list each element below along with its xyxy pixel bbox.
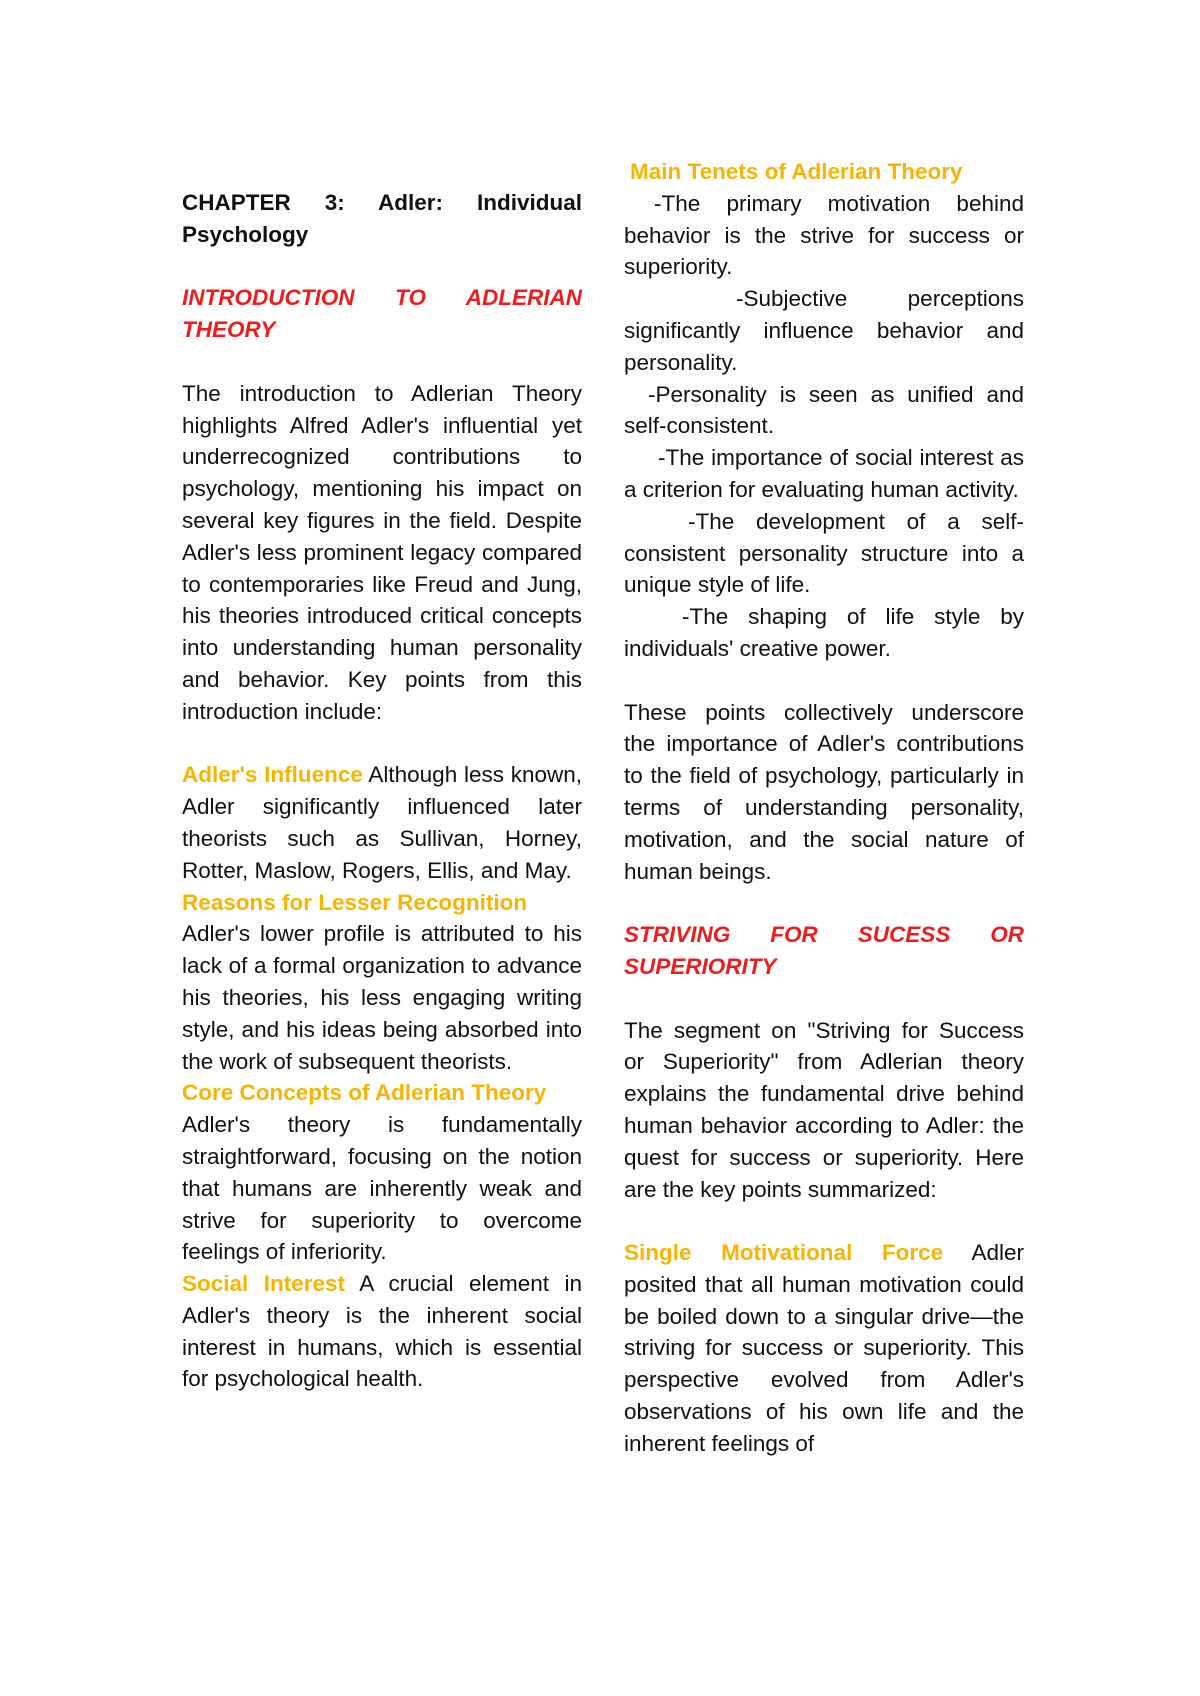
striving-paragraph: The segment on "Striving for Success or Superiority" from Adlerian theory explains the fundamental drive behind human behavior according to Adler: the quest for success or superiority. Here are the key points summarized:	[624, 1017, 1024, 1202]
single-force-label: Single Motivational Force	[624, 1240, 944, 1266]
intro-heading: INTRODUCTION TO ADLERIAN THEORY	[182, 285, 582, 343]
left-column	[182, 187, 582, 1395]
reasons-label: Reasons for Lesser Recognition	[182, 889, 528, 915]
summary-paragraph: These points collectively underscore the importance of Adler's contributions to the field of psychology, particularly in terms of understanding personality, motivation, and the social nature of human beings.	[624, 699, 1024, 884]
tenet-item: -Personality is seen as unified and self-consistent.	[624, 381, 1024, 439]
influence-paragraph	[182, 759, 582, 886]
influence-text: Although less known, Adler significantly influenced later theorists such as Sullivan, Horney, Rotter, Maslow, Rogers, Ellis, and May.	[182, 762, 582, 883]
core-text: Adler's theory is fundamentally straightforward, focusing on the notion that humans are inherently weak and strive for superiority to overcome feelings of inferiority.	[182, 1112, 582, 1265]
striving-heading: STRIVING FOR SUCESS OR SUPERIORITY	[624, 922, 1024, 979]
single-force-text: Adler posited that all human motivation could be boiled down to a singular drive—the striving for success or superiority. This perspective evolved from Adler's observations of his own life and the inherent feelings of	[624, 1240, 1024, 1456]
single-force-paragraph	[624, 1237, 1024, 1460]
intro-paragraph: The introduction to Adlerian Theory highlights Alfred Adler's influential yet underrecognized contributions to psychology, mentioning his impact on several key figures in the field. Despite Adler's less prominent legacy compared to contemporaries like Freud and Jung, his theories introduced critical concepts into understanding human personality and behavior. Key points from this introduction include:	[182, 380, 582, 724]
tenet-item: -The shaping of life style by individuals' creative power.	[624, 604, 1024, 661]
tenet-item: -Subjective perceptions significantly influence behavior and personality.	[624, 286, 1024, 375]
reasons-text: Adler's lower profile is attributed to his lack of a formal organization to advance his theories, his less engaging writing style, and his ideas being absorbed into the work of subsequent theorists.	[182, 921, 582, 1074]
influence-label: Adler's Influence	[182, 762, 363, 788]
social-paragraph	[182, 1268, 582, 1395]
tenet-item: -The primary motivation behind behavior is the strive for success or superiority.	[624, 190, 1024, 280]
social-text: A crucial element in Adler's theory is the inherent social interest in humans, which is essential for psychological health.	[182, 1271, 582, 1392]
tenets-heading: Main Tenets of Adlerian Theory	[630, 159, 963, 184]
core-label: Core Concepts of Adlerian Theory	[182, 1080, 547, 1106]
chapter-title: CHAPTER 3: Adler: Individual Psychology	[182, 190, 582, 247]
right-column	[624, 156, 1024, 1460]
tenet-item: -The development of a self-consistent personality structure into a unique style of life.	[624, 508, 1024, 598]
social-label: Social Interest	[182, 1271, 346, 1297]
tenet-item: -The importance of social interest as a criterion for evaluating human activity.	[624, 445, 1024, 502]
